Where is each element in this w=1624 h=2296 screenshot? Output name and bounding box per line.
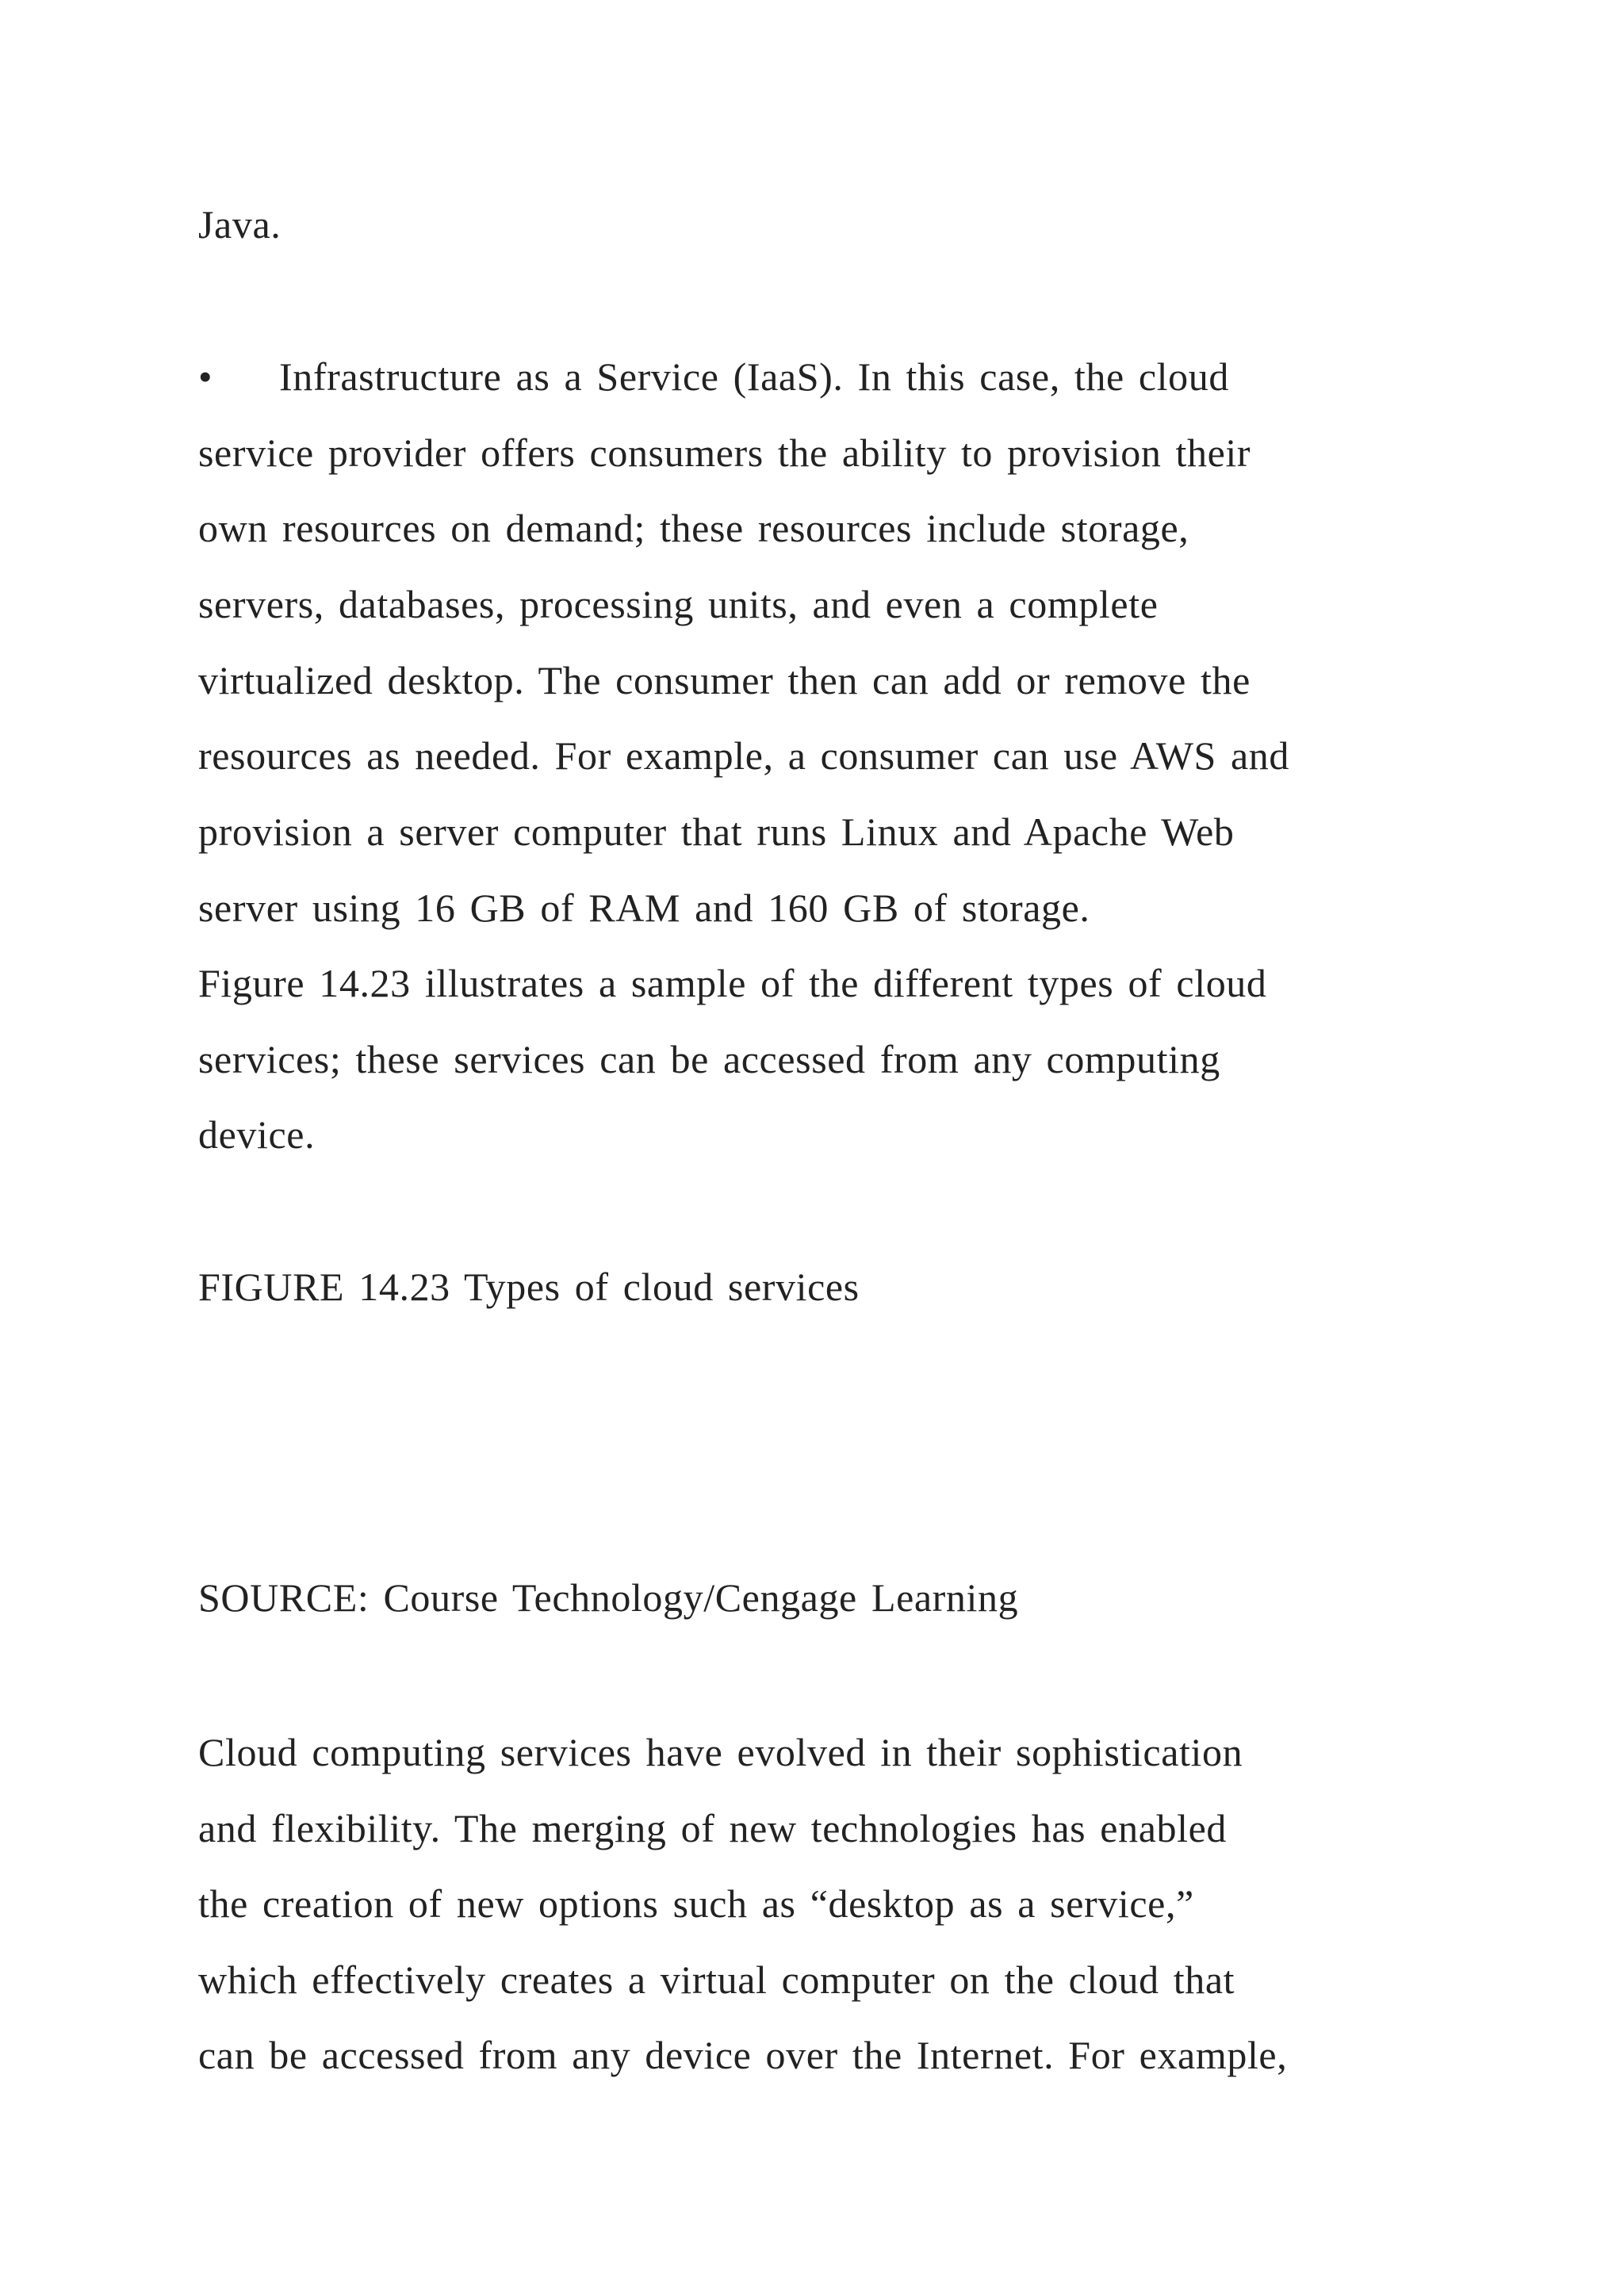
paragraph-line: the creation of new options such as “desktop as a service,” — [198, 1881, 1194, 1926]
bullet-line: resources as needed. For example, a consumer can use AWS and — [198, 733, 1289, 778]
bullet-marker: • — [198, 354, 213, 399]
bullet-line: servers, databases, processing units, and even a complete — [198, 582, 1159, 626]
bullet-line: own resources on demand; these resources include storage, — [198, 506, 1189, 550]
paragraph-line: Cloud computing services have evolved in their sophistication — [198, 1730, 1243, 1774]
bullet-line: server using 16 GB of RAM and 160 GB of storage. — [198, 886, 1090, 930]
bullet-line: service provider offers consumers the ability to provision their — [198, 430, 1251, 475]
figure-caption: FIGURE 14.23 Types of cloud services — [198, 1265, 860, 1309]
top-fragment-text: Java. — [198, 202, 282, 247]
paragraph-line: services; these services can be accessed from any computing — [198, 1037, 1220, 1081]
source-credit: SOURCE: Course Technology/Cengage Learning — [198, 1575, 1019, 1620]
paragraph-line: Figure 14.23 illustrates a sample of the different types of cloud — [198, 961, 1267, 1005]
paragraph-line: can be accessed from any device over the Internet. For example, — [198, 2033, 1288, 2077]
bullet-line: provision a server computer that runs Linux and Apache Web — [198, 809, 1235, 854]
bullet-line: Infrastructure as a Service (IaaS). In this case, the cloud — [279, 354, 1229, 399]
paragraph-line: which effectively creates a virtual computer on the cloud that — [198, 1957, 1235, 2002]
paragraph-line: device. — [198, 1112, 316, 1157]
paragraph-line: and flexibility. The merging of new technologies has enabled — [198, 1806, 1227, 1850]
bullet-line: virtualized desktop. The consumer then can add or remove the — [198, 658, 1251, 702]
